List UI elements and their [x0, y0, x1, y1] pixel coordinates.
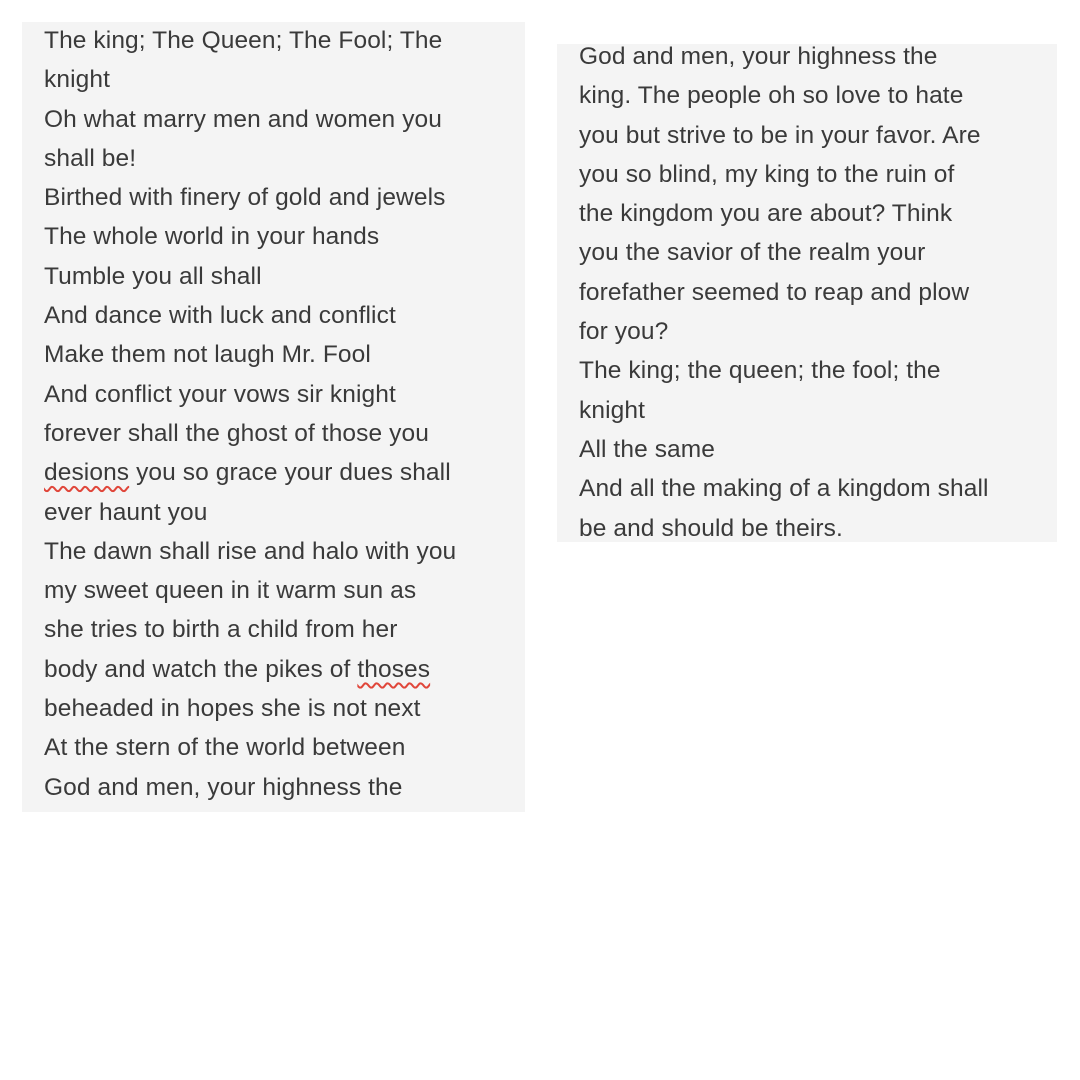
note-line: king. The people oh so love to hate: [579, 82, 964, 110]
note-line: beheaded in hopes she is not next: [44, 695, 421, 723]
misspelled-word[interactable]: thoses: [357, 655, 431, 683]
note-line: knight: [579, 396, 645, 424]
left-note-panel[interactable]: [22, 22, 525, 812]
note-line: And conflict your vows sir knight: [44, 380, 396, 408]
note-line: forefather seemed to reap and plow: [579, 278, 970, 306]
misspelled-word[interactable]: desions: [44, 459, 130, 487]
note-line: The dawn shall rise and halo with you: [44, 537, 457, 565]
note-line: At the stern of the world between: [44, 734, 406, 762]
note-line: Birthed with finery of gold and jewels: [44, 184, 446, 212]
note-line: Tumble you all shall: [44, 262, 262, 290]
note-line: Make them not laugh Mr. Fool: [44, 341, 371, 369]
note-line: for you?: [579, 318, 669, 346]
note-line: And dance with luck and conflict: [44, 302, 396, 330]
note-line: you but strive to be in your favor. Are: [579, 121, 981, 149]
note-line: you so blind, my king to the ruin of: [579, 160, 955, 188]
note-line: she tries to birth a child from her: [44, 616, 398, 644]
note-line: forever shall the ghost of those you: [44, 419, 429, 447]
note-line: my sweet queen in it warm sun as: [44, 577, 417, 605]
note-line: The king; the queen; the fool; the: [579, 357, 941, 385]
note-line: Oh what marry men and women you: [44, 105, 442, 133]
note-line: God and men, your highness the: [579, 44, 938, 70]
note-line: the kingdom you are about? Think: [579, 200, 953, 228]
note-line: [44, 453, 513, 492]
note-line: [44, 650, 513, 689]
note-line: you the savior of the realm your: [579, 239, 926, 267]
right-note-panel[interactable]: [557, 44, 1057, 542]
note-line: God and men, your highness the: [44, 773, 403, 801]
note-line: And all the making of a kingdom shall: [579, 475, 989, 503]
note-line: ever haunt you: [44, 498, 208, 526]
line-text: you so grace your dues shall: [129, 459, 451, 487]
note-line: The whole world in your hands: [44, 223, 380, 251]
line-text: body and watch the pikes of: [44, 655, 358, 683]
note-line: be and should be theirs.: [579, 514, 843, 542]
note-line: The king; The Queen; The Fool; The: [44, 27, 443, 54]
note-line: shall be!: [44, 144, 137, 172]
note-line: All the same: [579, 435, 716, 463]
note-line: knight: [44, 66, 110, 94]
